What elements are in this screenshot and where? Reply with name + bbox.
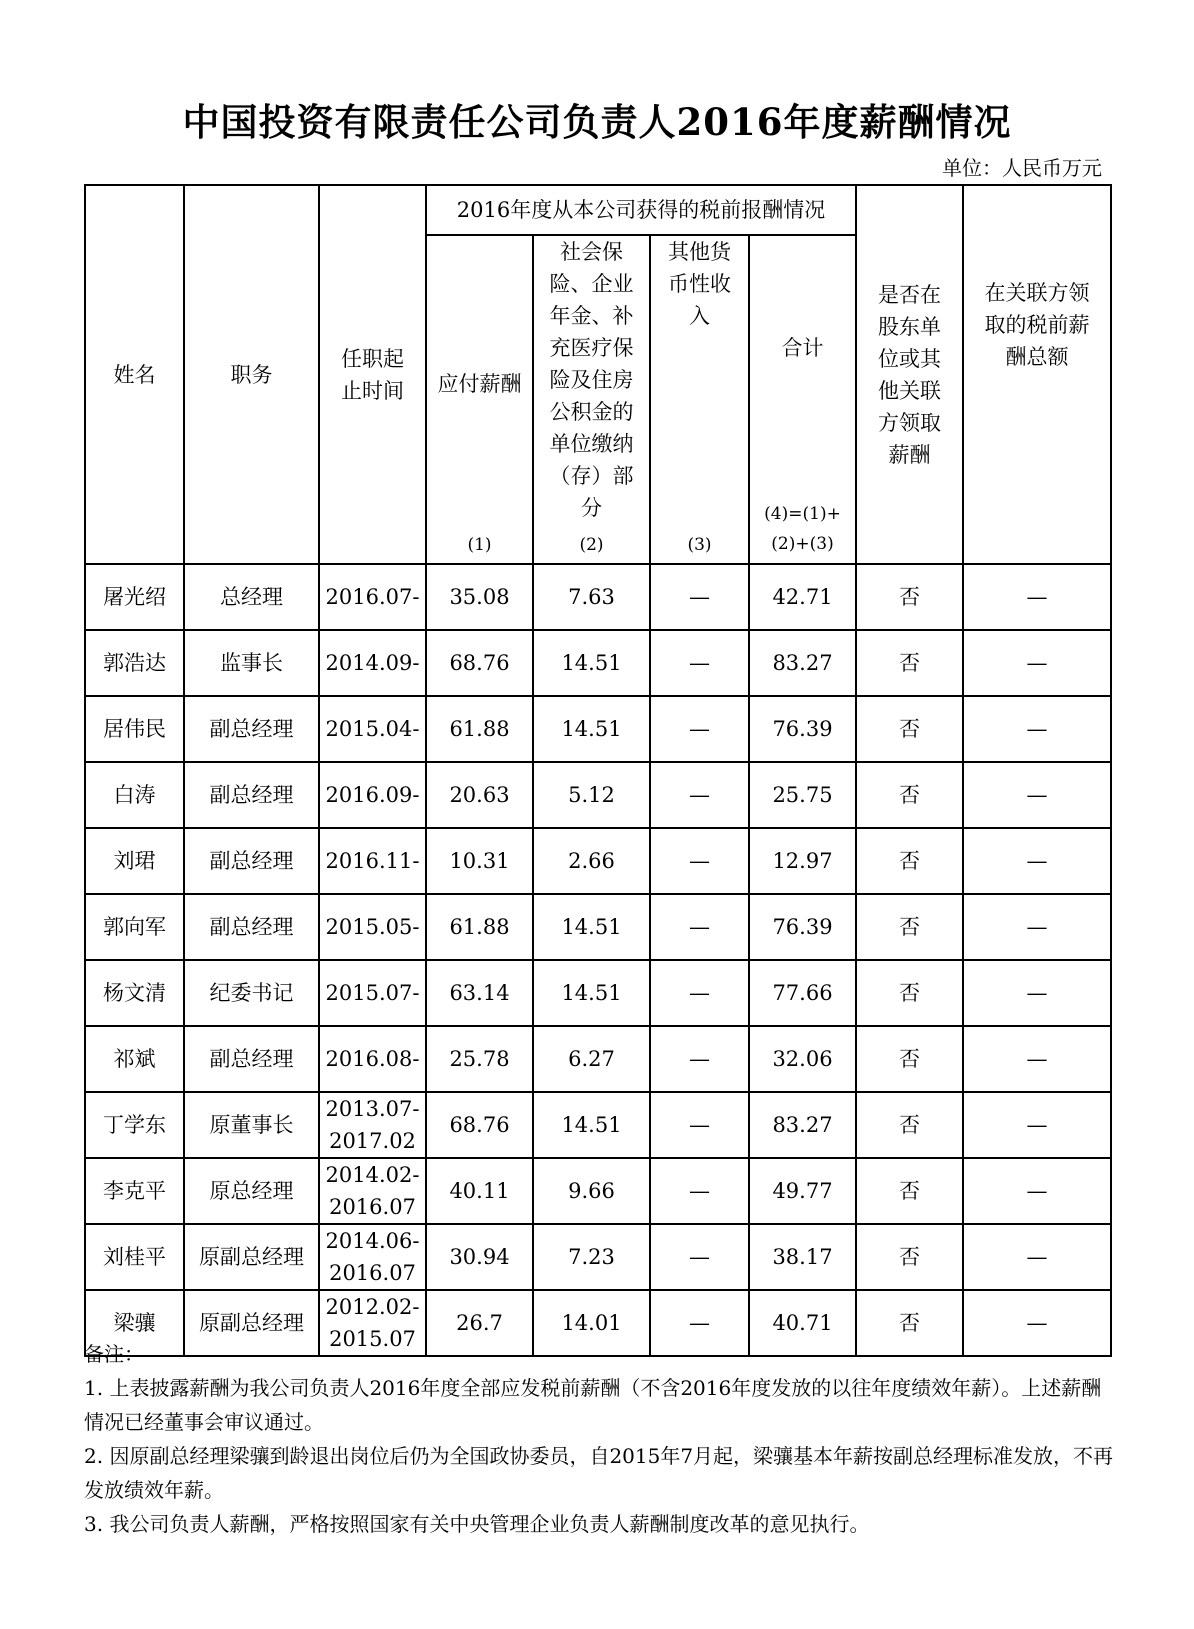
- cell-name: 郭向军: [85, 894, 184, 960]
- cell-term-end: 2016.07: [329, 1195, 416, 1219]
- cell-term-start: 2015.04-: [325, 717, 420, 741]
- cell-name: 梁骧: [85, 1290, 184, 1356]
- header-insurance-cell: [533, 235, 650, 564]
- cell-term: [319, 630, 426, 696]
- cell-position: 总经理: [184, 564, 319, 630]
- cell-related: —: [963, 762, 1111, 828]
- cell-total: 77.66: [749, 960, 856, 1026]
- table-row: [85, 1158, 1111, 1224]
- cell-term-start: 2016.07-: [325, 585, 420, 609]
- cell-shareholder: 否: [856, 630, 963, 696]
- cell-insurance: 2.66: [533, 828, 650, 894]
- table-row: [85, 960, 1111, 1026]
- cell-other: —: [650, 1092, 749, 1158]
- cell-total: 76.39: [749, 696, 856, 762]
- table-row: [85, 1026, 1111, 1092]
- cell-shareholder: 否: [856, 828, 963, 894]
- cell-term-end: 2015.07: [329, 1327, 416, 1351]
- header-salary-cell: [426, 235, 533, 564]
- cell-other: —: [650, 1026, 749, 1092]
- cell-term: [319, 1158, 426, 1224]
- cell-position: 副总经理: [184, 762, 319, 828]
- header-other-number: (3): [687, 535, 712, 555]
- cell-name: 祁斌: [85, 1026, 184, 1092]
- cell-related: —: [963, 564, 1111, 630]
- header-insurance: 社会保险、企业年金、补充医疗保险及住房公积金的单位缴纳（存）部分: [549, 240, 634, 520]
- cell-term: [319, 564, 426, 630]
- cell-related: —: [963, 1224, 1111, 1290]
- table-row: [85, 1224, 1111, 1290]
- page-title: 中国投资有限责任公司负责人2016年度薪酬情况: [182, 100, 1012, 144]
- cell-insurance: 7.23: [533, 1224, 650, 1290]
- cell-term-start: 2013.07-: [325, 1097, 420, 1121]
- cell-name: 白涛: [85, 762, 184, 828]
- header-salary: 应付薪酬: [437, 371, 522, 396]
- note-item: 2. 因原副总经理梁骧到龄退出岗位后仍为全国政协委员，自2015年7月起，梁骧基本年薪按副总经理标准发放，不再发放绩效年薪。: [84, 1444, 1114, 1502]
- cell-term-start: 2016.09-: [325, 783, 420, 807]
- cell-name: 丁学东: [85, 1092, 184, 1158]
- header-total-cell: [749, 235, 856, 564]
- cell-insurance: 14.51: [533, 696, 650, 762]
- table-row: [85, 630, 1111, 696]
- cell-total: 38.17: [749, 1224, 856, 1290]
- cell-total: 49.77: [749, 1158, 856, 1224]
- cell-related: —: [963, 1290, 1111, 1356]
- cell-shareholder: 否: [856, 1092, 963, 1158]
- header-other-cell: [650, 235, 749, 564]
- cell-salary: 61.88: [426, 696, 533, 762]
- salary-table: [84, 184, 1112, 1357]
- table-row: [85, 564, 1111, 630]
- header-insurance-number: (2): [579, 535, 604, 555]
- cell-salary: 68.76: [426, 1092, 533, 1158]
- cell-name: 刘珺: [85, 828, 184, 894]
- cell-position: 副总经理: [184, 894, 319, 960]
- cell-total: 83.27: [749, 630, 856, 696]
- cell-name: 郭浩达: [85, 630, 184, 696]
- cell-related: —: [963, 1092, 1111, 1158]
- cell-term: [319, 894, 426, 960]
- cell-shareholder: 否: [856, 762, 963, 828]
- cell-salary: 20.63: [426, 762, 533, 828]
- cell-term-start: 2014.02-: [325, 1163, 420, 1187]
- note-item: 1. 上表披露薪酬为我公司负责人2016年度全部应发税前薪酬（不含2016年度发放的以往年度绩效年薪）。上述薪酬情况已经董事会审议通过。: [84, 1376, 1102, 1434]
- table-row: [85, 762, 1111, 828]
- cell-insurance: 14.01: [533, 1290, 650, 1356]
- cell-related: —: [963, 696, 1111, 762]
- cell-total: 12.97: [749, 828, 856, 894]
- cell-related: —: [963, 828, 1111, 894]
- cell-term-start: 2015.07-: [325, 981, 420, 1005]
- cell-related: —: [963, 894, 1111, 960]
- cell-total: 83.27: [749, 1092, 856, 1158]
- header-total-formula-line-1: (4)=(1)+: [764, 504, 841, 524]
- cell-insurance: 14.51: [533, 630, 650, 696]
- cell-total: 76.39: [749, 894, 856, 960]
- cell-name: 杨文清: [85, 960, 184, 1026]
- cell-salary: 30.94: [426, 1224, 533, 1290]
- cell-other: —: [650, 1290, 749, 1356]
- cell-related: —: [963, 630, 1111, 696]
- cell-position: 副总经理: [184, 828, 319, 894]
- cell-total: 32.06: [749, 1026, 856, 1092]
- cell-term-start: 2012.02-: [325, 1295, 420, 1319]
- cell-total: 42.71: [749, 564, 856, 630]
- cell-position: 副总经理: [184, 696, 319, 762]
- header-row-1: [85, 185, 1111, 235]
- cell-salary: 35.08: [426, 564, 533, 630]
- table-row: [85, 696, 1111, 762]
- table-row: [85, 1092, 1111, 1158]
- cell-term: [319, 762, 426, 828]
- header-total-formula-line-2: (2)+(3): [771, 534, 834, 554]
- cell-shareholder: 否: [856, 1026, 963, 1092]
- cell-total: 40.71: [749, 1290, 856, 1356]
- cell-term-start: 2016.08-: [325, 1047, 420, 1071]
- notes-heading: 备注：: [84, 1342, 144, 1366]
- cell-position: 纪委书记: [184, 960, 319, 1026]
- header-salary-number: (1): [467, 535, 492, 555]
- cell-insurance: 5.12: [533, 762, 650, 828]
- header-shareholder: 是否在股东单位或其他关联方领取薪酬: [856, 185, 963, 564]
- table-row: [85, 828, 1111, 894]
- header-total: 合计: [781, 336, 824, 360]
- header-group: 2016年度从本公司获得的税前报酬情况: [426, 185, 856, 235]
- cell-other: —: [650, 960, 749, 1026]
- cell-position: 副总经理: [184, 1026, 319, 1092]
- cell-other: —: [650, 1158, 749, 1224]
- cell-shareholder: 否: [856, 960, 963, 1026]
- cell-term-start: 2015.05-: [325, 915, 420, 939]
- cell-term-end: 2017.02: [329, 1129, 416, 1153]
- cell-salary: 26.7: [426, 1290, 533, 1356]
- cell-insurance: 14.51: [533, 1092, 650, 1158]
- cell-shareholder: 否: [856, 1224, 963, 1290]
- cell-term: [319, 828, 426, 894]
- cell-related: —: [963, 1026, 1111, 1092]
- cell-insurance: 7.63: [533, 564, 650, 630]
- cell-shareholder: 否: [856, 1158, 963, 1224]
- cell-name: 居伟民: [85, 696, 184, 762]
- cell-salary: 40.11: [426, 1158, 533, 1224]
- cell-other: —: [650, 1224, 749, 1290]
- cell-shareholder: 否: [856, 696, 963, 762]
- header-total-formula: [764, 499, 841, 563]
- header-term: 任职起止时间: [319, 185, 426, 564]
- cell-related: —: [963, 960, 1111, 1026]
- header-related: 在关联方领取的税前薪酬总额: [963, 185, 1111, 564]
- cell-other: —: [650, 630, 749, 696]
- cell-term: [319, 960, 426, 1026]
- cell-name: 刘桂平: [85, 1224, 184, 1290]
- note-item: 3. 我公司负责人薪酬，严格按照国家有关中央管理企业负责人薪酬制度改革的意见执行。: [84, 1512, 870, 1536]
- cell-position: 原副总经理: [184, 1224, 319, 1290]
- header-name: 姓名: [85, 185, 184, 564]
- cell-position: 监事长: [184, 630, 319, 696]
- cell-other: —: [650, 564, 749, 630]
- cell-related: —: [963, 1158, 1111, 1224]
- table-row: [85, 894, 1111, 960]
- cell-term: [319, 1092, 426, 1158]
- cell-other: —: [650, 894, 749, 960]
- cell-term-start: 2016.11-: [325, 849, 420, 873]
- unit-label: 单位：人民币万元: [942, 156, 1102, 180]
- cell-salary: 68.76: [426, 630, 533, 696]
- cell-salary: 63.14: [426, 960, 533, 1026]
- header-other: 其他货币性收入: [668, 240, 731, 328]
- cell-insurance: 6.27: [533, 1026, 650, 1092]
- header-position: 职务: [184, 185, 319, 564]
- cell-shareholder: 否: [856, 1290, 963, 1356]
- cell-name: 李克平: [85, 1158, 184, 1224]
- cell-salary: 61.88: [426, 894, 533, 960]
- cell-position: 原董事长: [184, 1092, 319, 1158]
- cell-term-start: 2014.09-: [325, 651, 420, 675]
- cell-salary: 25.78: [426, 1026, 533, 1092]
- notes: [84, 1337, 1114, 1541]
- cell-shareholder: 否: [856, 564, 963, 630]
- cell-salary: 10.31: [426, 828, 533, 894]
- cell-other: —: [650, 696, 749, 762]
- cell-term-start: 2014.06-: [325, 1229, 420, 1253]
- cell-total: 25.75: [749, 762, 856, 828]
- cell-term: [319, 1026, 426, 1092]
- cell-other: —: [650, 828, 749, 894]
- cell-insurance: 14.51: [533, 894, 650, 960]
- cell-name: 屠光绍: [85, 564, 184, 630]
- cell-position: 原总经理: [184, 1158, 319, 1224]
- cell-insurance: 9.66: [533, 1158, 650, 1224]
- cell-term-end: 2016.07: [329, 1261, 416, 1285]
- cell-other: —: [650, 762, 749, 828]
- cell-term: [319, 696, 426, 762]
- cell-position: 原副总经理: [184, 1290, 319, 1356]
- cell-term: [319, 1224, 426, 1290]
- cell-insurance: 14.51: [533, 960, 650, 1026]
- cell-shareholder: 否: [856, 894, 963, 960]
